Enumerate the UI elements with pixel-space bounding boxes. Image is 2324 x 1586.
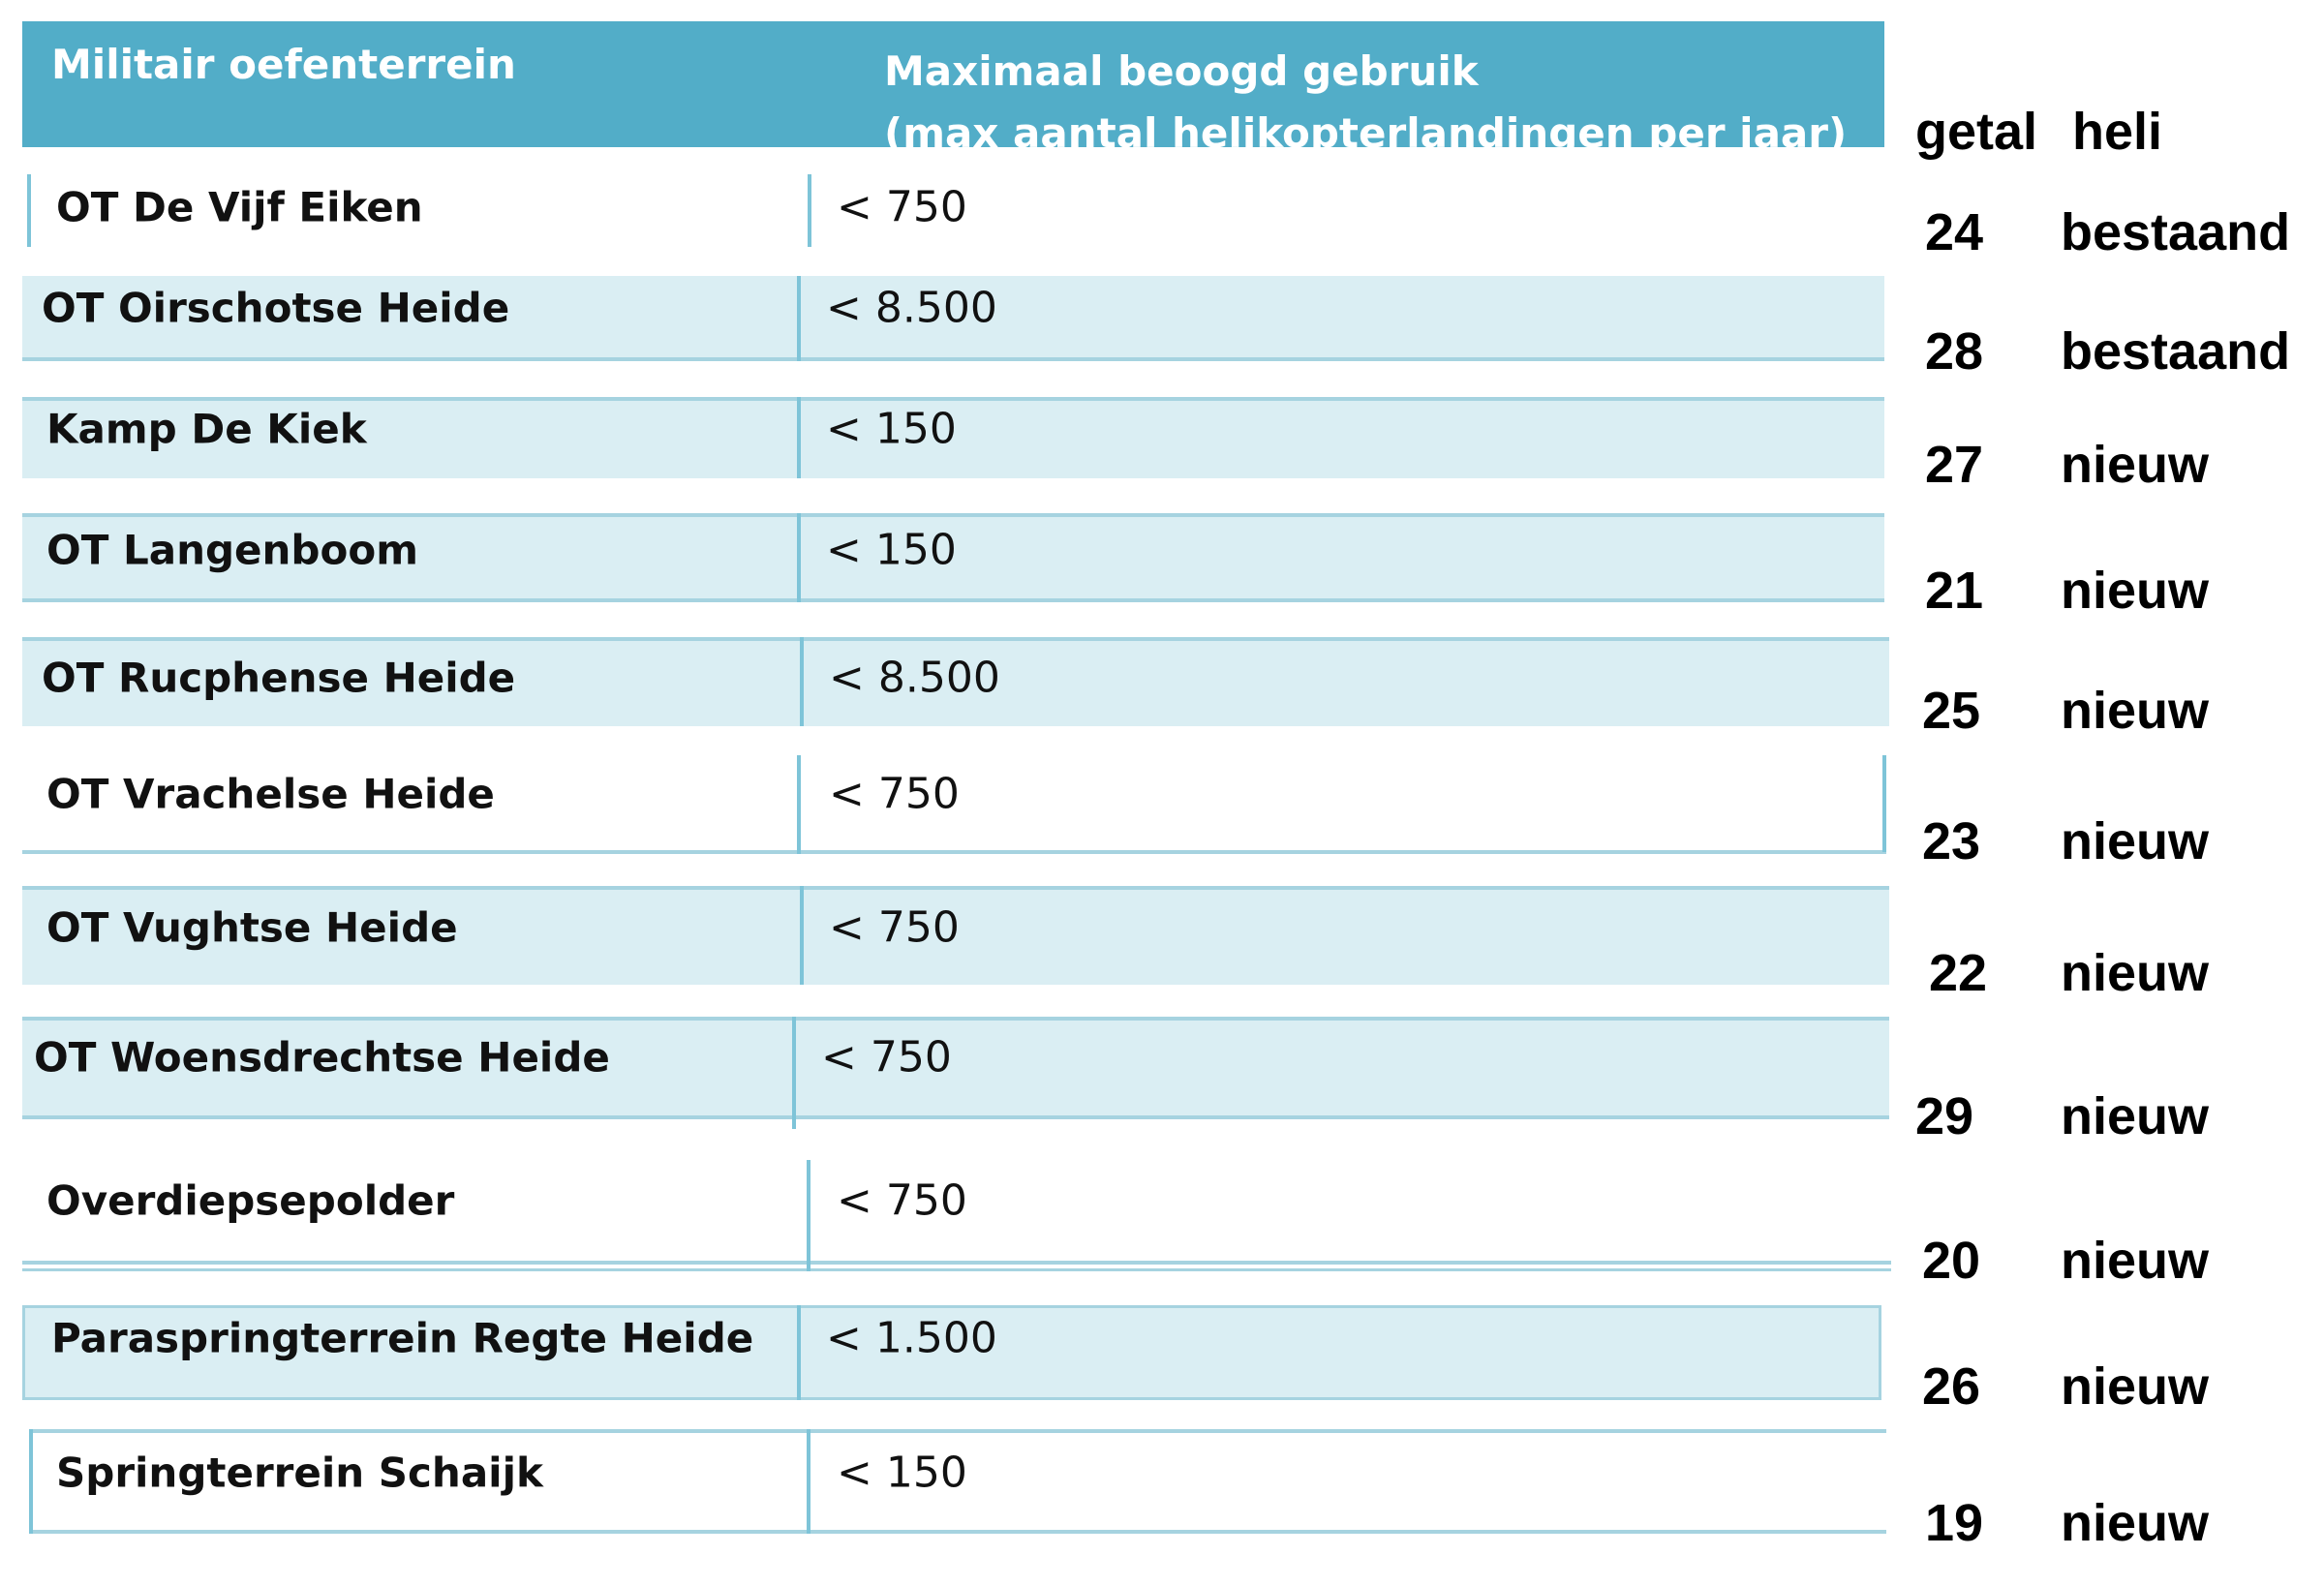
side-number: 27 [1925,436,1984,494]
side-heli-status: nieuw [2061,1087,2210,1145]
column-separator [808,174,811,247]
terrain-name: OT Vughtse Heide [46,903,458,952]
side-number: 29 [1915,1087,1974,1145]
row-right-border [1882,755,1886,852]
terrain-name: Paraspringterrein Regte Heide [51,1314,754,1362]
terrain-name: OT De Vijf Eiken [56,183,423,231]
row-top-border [22,1017,1889,1021]
row-bottom-border [22,357,1884,361]
row-bottom-border [22,1261,1891,1265]
side-header-number: getal [1915,103,2038,161]
side-header-heli: heli [2072,103,2163,161]
side-number: 21 [1925,562,1984,620]
column-separator [797,1305,801,1400]
column-separator [797,513,801,602]
side-heli-status: nieuw [2061,562,2210,620]
side-number: 19 [1925,1494,1984,1552]
column-separator [800,637,804,726]
max-landings-value: < 150 [837,1448,967,1498]
side-number: 23 [1922,812,1981,870]
row-bottom-border [22,850,1886,854]
table-header [22,21,1884,157]
column-header-max-usage [884,41,1847,165]
side-number: 28 [1925,322,1984,381]
column-header-terrain: Militair oefenterrein [51,41,516,88]
terrain-name: Kamp De Kiek [46,405,367,453]
side-heli-status: nieuw [2061,436,2210,494]
max-landings-value: < 750 [837,182,967,232]
terrain-name: Springterrein Schaijk [56,1449,543,1497]
side-heli-status: nieuw [2061,1357,2210,1416]
row-left-border [29,1429,33,1534]
terrain-name: OT Oirschotse Heide [42,284,510,332]
column-header-max-usage-line2: (max aantal helikopterlandingen per jaar) [884,109,1848,157]
row-top-border [29,1429,1886,1433]
side-heli-status: bestaand [2061,203,2291,261]
side-number: 25 [1922,682,1981,740]
side-heli-status: nieuw [2061,944,2210,1002]
row-top-border [22,397,1884,401]
terrain-name: OT Langenboom [46,526,418,574]
terrain-name: Overdiepsepolder [46,1176,455,1225]
max-landings-value: < 150 [826,404,957,454]
max-landings-value: < 1.500 [826,1313,997,1363]
max-landings-value: < 8.500 [826,283,997,333]
row-top-border [22,637,1889,641]
max-landings-value: < 150 [826,525,957,575]
side-heli-status: nieuw [2061,812,2210,870]
max-landings-value: < 750 [829,902,960,953]
side-number: 24 [1925,203,1984,261]
row-top-border [22,886,1889,890]
side-heli-status: nieuw [2061,682,2210,740]
column-separator [797,397,801,478]
column-separator [797,276,801,361]
side-heli-status: bestaand [2061,322,2291,381]
side-heli-status: nieuw [2061,1494,2210,1552]
row-bottom-border [29,1530,1886,1534]
max-landings-value: < 750 [821,1032,952,1083]
column-separator [807,1429,810,1534]
side-heli-status: nieuw [2061,1232,2210,1290]
row-bottom-border-secondary [22,1268,1891,1271]
side-number: 22 [1929,944,1988,1002]
column-header-max-usage-line1: Maximaal beoogd gebruik [884,47,1479,95]
row-bottom-border [22,598,1884,602]
max-landings-value: < 8.500 [829,653,1000,703]
column-separator [800,886,804,985]
row-left-border [27,174,31,247]
column-separator [797,755,801,854]
terrain-name: OT Woensdrechtse Heide [34,1033,610,1082]
side-number: 26 [1922,1357,1981,1416]
terrain-name: OT Rucphense Heide [42,654,516,702]
row-top-border [22,513,1884,517]
max-landings-value: < 750 [837,1175,967,1226]
max-landings-value: < 750 [829,769,960,819]
column-separator [792,1017,796,1129]
side-number: 20 [1922,1232,1981,1290]
row-bottom-border [22,1115,1889,1119]
column-separator [807,1160,810,1271]
terrain-name: OT Vrachelse Heide [46,770,495,818]
